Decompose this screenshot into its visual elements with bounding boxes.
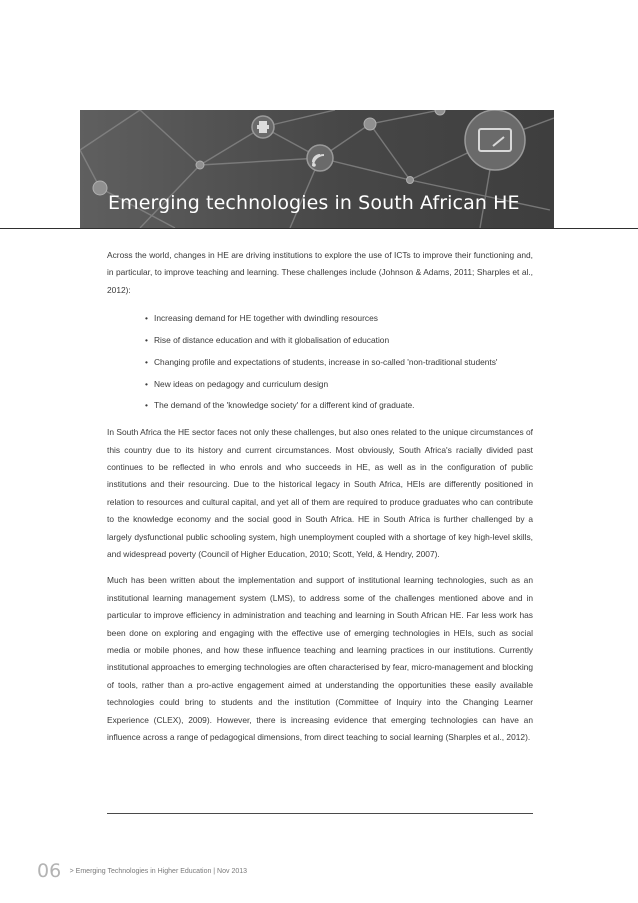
body-paragraph: In South Africa the HE sector faces not only these challenges, but also ones related to the unique circumstances of this country due to its history and current circumstances. Most obviously, South Africa's racially divided past continues to be reflected in who enrols and who succeeds in HE, as well as in the configuration of public institutions and their resourcing. Due to the historical legacy in South Africa, HEIs are differently positioned in relation to resources and cultural capital, and yet all of them are required to produce graduates who can contribute to the knowledge economy and the social good in South Africa. HE in South Africa is further challenged by a largely dysfunctional public schooling system, high unemployment coupled with a shortage of key high-level skills, and widespread poverty (Council of Higher Education, 2010; Scott, Yeld, & Hendry, 2007).	[107, 427, 533, 560]
article-body	[107, 247, 533, 756]
page-footer	[37, 860, 247, 882]
challenges-list	[107, 308, 533, 417]
body-paragraph: Much has been written about the implementation and support of institutional learning technologies, such as an institutional learning management system (LMS), to address some of the challenges mentioned above and in particular to improve efficiency in administration and teaching and learning in South African HE. Far less work has been done on exploring and engaging with the effective use of emerging technologies in HEIs, such as social media or mobile phones, and how these influence teaching and learning practices in our institutions. Currently institutional approaches to emerging technologies are often characterised by fear, micro-management and blocking of tools, rather than a pro-active engagement aimed at understanding the opportunities these easily available technologies could bring to students and the institution (Committee of Inquiry into the Changing Learner Experience (CLEX), 2009). However, there is increasing evidence that emerging technologies can have an influence across a range of pedagogical dimensions, from direct teaching to social learning (Sharples et al., 2012).	[107, 575, 533, 743]
divider	[107, 813, 533, 814]
list-item: • Rise of distance education and with it globalisation of education	[145, 330, 533, 352]
list-item: • Changing profile and expectations of students, increase in so-called 'non-traditional students'	[145, 352, 533, 374]
list-item: • New ideas on pedagogy and curriculum design	[145, 374, 533, 396]
header-banner	[80, 110, 554, 228]
divider	[0, 228, 638, 229]
page-title: Emerging technologies in South African HE	[108, 192, 520, 214]
intro-paragraph: Across the world, changes in HE are driving institutions to explore the use of ICTs to improve their functioning and, in particular, to improve teaching and learning. These challenges include (Johnson & Adams, 2011; Sharples et al., 2012):	[107, 250, 533, 295]
list-item: • The demand of the 'knowledge society' for a different kind of graduate.	[145, 395, 533, 417]
page-number: 06	[37, 860, 62, 882]
list-item: • Increasing demand for HE together with dwindling resources	[145, 308, 533, 330]
footer-text: > Emerging Technologies in Higher Education | Nov 2013	[69, 867, 248, 875]
